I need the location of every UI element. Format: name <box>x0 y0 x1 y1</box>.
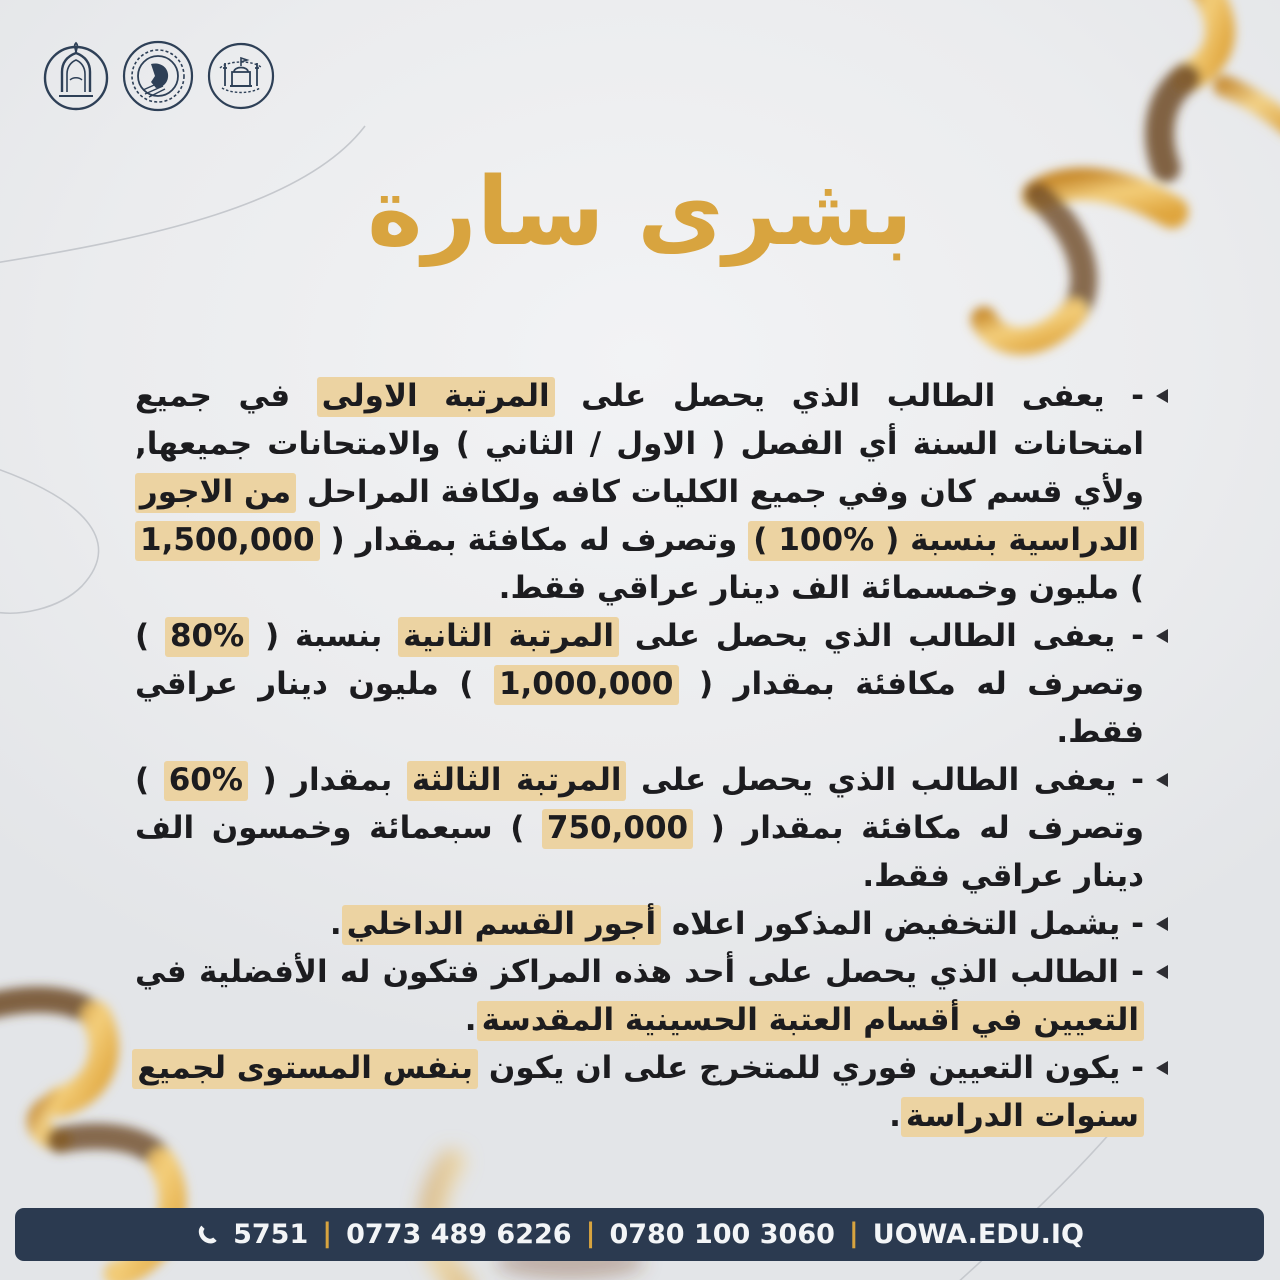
university-emblem-logo <box>42 38 110 114</box>
bullet-text: - يكون التعيين فوري للمتخرج على ان يكون بنفس المستوى لجميع سنوات الدراسة. <box>135 1044 1144 1140</box>
bullet-item-second-rank <box>135 612 1168 756</box>
holy-shrine-emblem-logo <box>206 38 276 114</box>
bullet-text: - الطالب الذي يحصل على أحد هذه المراكز فتكون له الأفضلية في التعيين في أقسام العتبة الحسينية المقدسة. <box>135 948 1144 1044</box>
bullet-item-internal-dept <box>135 900 1168 948</box>
bullet-triangle-icon <box>1156 917 1168 931</box>
bullet-item-immediate-appointment <box>135 1044 1168 1140</box>
bullet-text: - يشمل التخفيض المذكور اعلاه أجور القسم الداخلي. <box>135 900 1144 948</box>
bullet-text: - يعفى الطالب الذي يحصل على المرتبة الاولى في جميع امتحانات السنة أي الفصل ( الاول / الثاني ) والامتحانات جميعها, ولأي قسم كان وفي جميع الكليات كافه ولكافة المراحل من الاجور الدراسية بنسبة ( %100 ) وتصرف له مكافئة بمقدار ( 1,500,000 ) مليون وخمسمائة الف دينار عراقي فقط. <box>135 378 1144 606</box>
bullet-triangle-icon <box>1156 1061 1168 1075</box>
separator: | <box>585 1218 596 1249</box>
short-number: 5751 <box>233 1219 309 1250</box>
bullet-item-third-rank <box>135 756 1168 900</box>
website-url: UOWA.EDU.IQ <box>872 1219 1084 1250</box>
bullet-triangle-icon <box>1156 389 1168 403</box>
bullet-triangle-icon <box>1156 773 1168 787</box>
phone-number-1: 0773 489 6226 <box>346 1219 572 1250</box>
bullet-triangle-icon <box>1156 965 1168 979</box>
bullet-item-appointment-priority <box>135 948 1168 1044</box>
phone-number-2: 0780 100 3060 <box>609 1219 835 1250</box>
separator: | <box>322 1218 333 1249</box>
bullet-text: - يعفى الطالب الذي يحصل على المرتبة الثانية بنسبة ( %80 ) وتصرف له مكافئة بمقدار ( 1,000,000 ) مليون دينار عراقي فقط. <box>135 618 1145 750</box>
ministry-of-higher-education-emblem-logo <box>121 38 195 114</box>
phone-handset-icon <box>195 1223 219 1247</box>
page-title: بشرى سارة <box>367 158 913 267</box>
separator: | <box>848 1218 859 1249</box>
logo-row <box>42 38 276 114</box>
bullet-text: - يعفى الطالب الذي يحصل على المرتبة الثالثة بمقدار ( %60 ) وتصرف له مكافئة بمقدار ( 750,000 ) سبعمائة وخمسون الف دينار عراقي فقط. <box>135 762 1144 894</box>
bullet-item-first-rank <box>135 372 1168 612</box>
bullet-triangle-icon <box>1156 629 1168 643</box>
announcement-body <box>135 372 1168 1140</box>
contact-bar <box>15 1208 1264 1261</box>
